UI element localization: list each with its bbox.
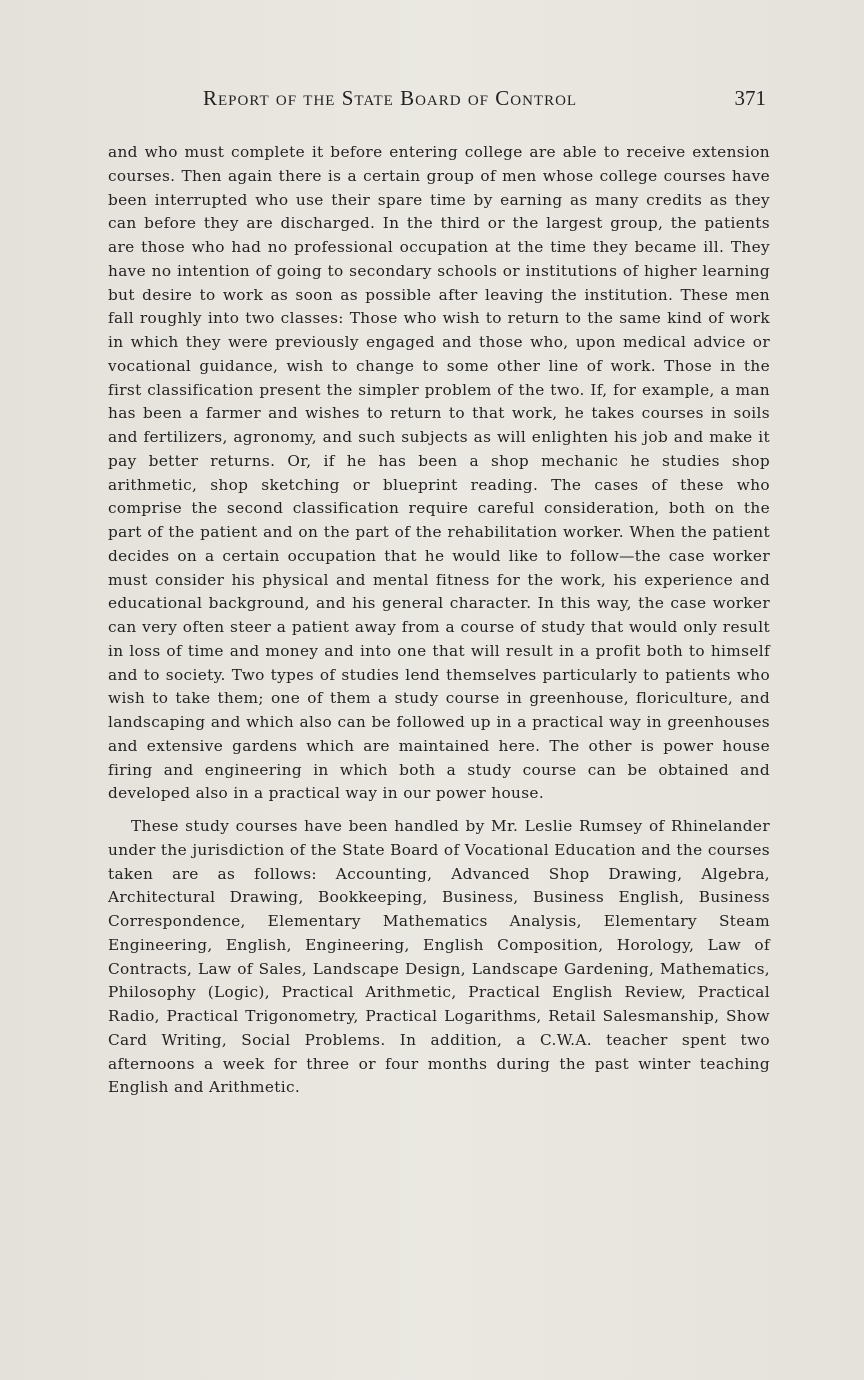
paragraph-study-courses: These study courses have been handled by Mr. Leslie Rumsey of Rhinelander under the jurisdiction of the State Board of Vocational Education and the courses taken are as follows: Accounting, Advanced Shop Drawing, Algebra, Architectural Drawing, Bookkeeping, Business, Business English, Business Correspondence, Elementary Mathematics Analysis, Elementary Steam Engineering, English, Engineering, English Composition, Horology, Law of Contracts, Law of Sales, Landscape Design, Landscape Gardening, Mathematics, Philosophy (Logic), Practical Arithmetic, Practical English Review, Practical Radio, Practical Trigonometry, Practical Logarithms, Retail Salesmanship, Show Card Writing, Social Problems. In addition, a C.W.A. teacher spent two afternoons a week for three or four months during the past winter teaching English and Arithmetic.	[108, 817, 770, 1097]
running-header	[108, 86, 770, 120]
paragraph-continued: and who must complete it before entering college are able to receive extension courses. Then again there is a certain group of men whose college courses have been interrupted who use their spare time by earning as many credits as they can before they are discharged. In the third or the largest group, the patients are those who had no professional occupation at the time they became ill. They have no intention of going to secondary schools or institutions of higher learning but desire to work as soon as possible after leaving the institution. These men fall roughly into two classes: Those who wish to return to the same kind of work in which they were previously engaged and those who, upon medical advice or vocational guidance, wish to change to some other line of work. Those in the first classification present the simpler problem of the two. If, for example, a man has been a farmer and wishes to return to that work, he takes courses in soils and fertilizers, agronomy, and such subjects as will enlighten his job and make it pay better returns. Or, if he has been a shop mechanic he studies shop arithmetic, shop sketching or blueprint reading. The cases of these who comprise the second classification require careful consideration, both on the part of the patient and on the part of the rehabilitation worker. When the patient decides on a certain occupation that he would like to follow—the case worker must consider his physical and mental fitness for the work, his experience and educational background, and his general character. In this way, the case worker can very often steer a patient away from a course of study that would only result in loss of time and money and into one that will result in a profit both to himself and to society. Two types of studies lend themselves particularly to patients who wish to take them; one of them a study course in greenhouse, floriculture, and landscaping and which also can be followed up in a practical way in greenhouses and extensive gardens which are maintained here. The other is power house firing and engineering in which both a study course can be obtained and developed also in a practical way in our power house.	[108, 143, 770, 803]
body-text	[108, 141, 770, 1100]
page-number: 371	[734, 86, 766, 110]
header-title: Report of the State Board of Control	[203, 86, 578, 110]
